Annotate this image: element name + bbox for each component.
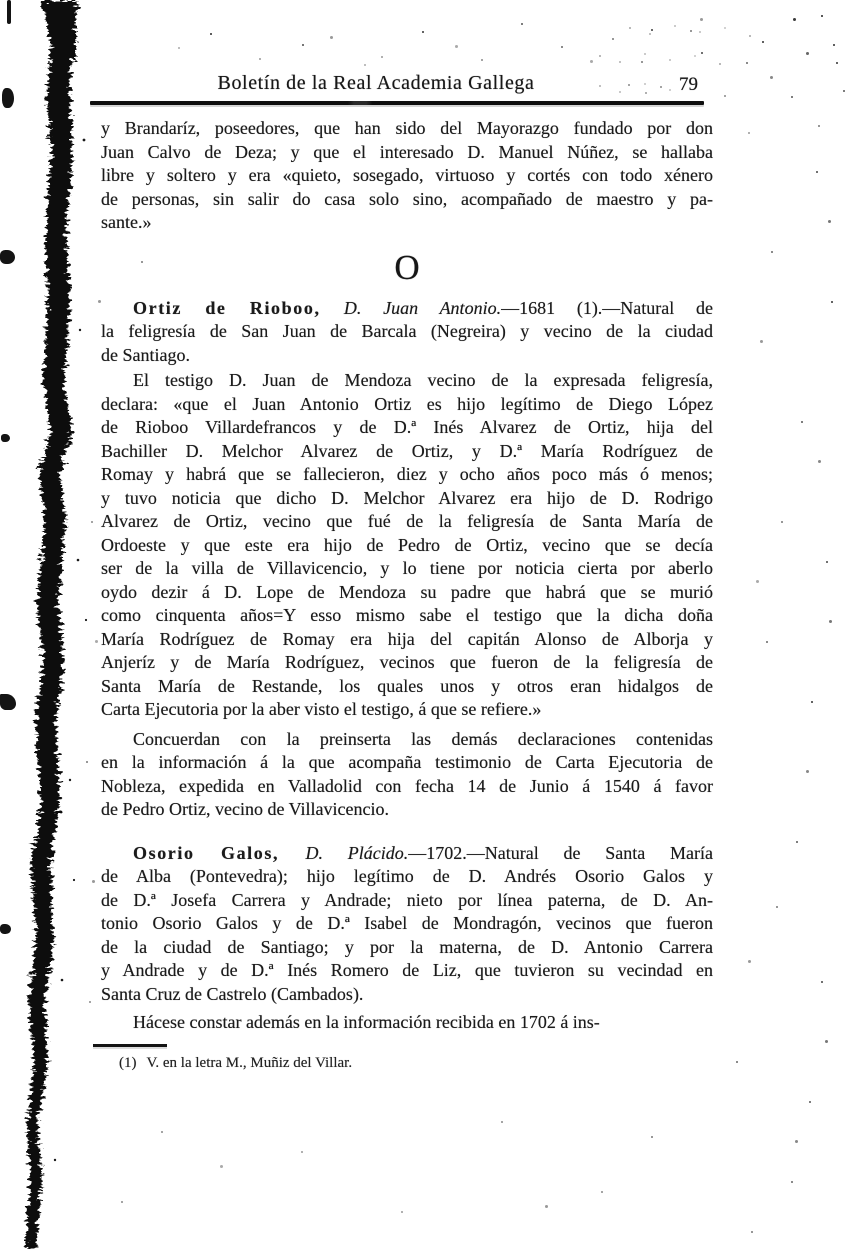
- text-segment: y Andrade y de D.ª Inés Romero de Liz, que tuvieron su vecindad en: [101, 960, 713, 980]
- text-segment: Carta Ejecutoria por la aber visto el testigo, á que se refiere.»: [101, 699, 542, 719]
- text-line: [101, 889, 713, 913]
- footnote: [101, 1054, 713, 1073]
- text-line: [101, 698, 713, 722]
- ink-mark: [0, 250, 15, 264]
- text-line: [101, 534, 713, 558]
- text-block: [101, 117, 713, 1073]
- header-rule: [90, 101, 704, 105]
- text-line: [101, 557, 713, 581]
- text-segment: en la información á la que acompaña testimonio de Carta Ejecutoria de: [101, 752, 713, 772]
- text-segment: ser de la villa de Villavicencio, y lo tiene por noticia cierta por aberlo: [101, 558, 713, 578]
- text-segment: Ordoeste y que este era hijo de Pedro de Ortiz, vecino que se decía: [101, 534, 713, 555]
- text-segment: como cinquenta años=Y esso mismo sabe el testigo que la dicha doña: [101, 605, 713, 625]
- ink-mark: [0, 924, 11, 934]
- text-line: [101, 983, 713, 1007]
- journal-title: Boletín de la Real Academia Gallega: [217, 72, 535, 94]
- text-line: [101, 463, 713, 487]
- text-segment: Bachiller D. Melchor Alvarez de Ortiz, y D.ª María Rodríguez de: [101, 440, 713, 461]
- text-line: [101, 775, 713, 799]
- text-segment: Hácese constar además en la información recibida en 1702 á ins-: [133, 1012, 600, 1032]
- text-segment: Juan Calvo de Deza; y que el interesado D. Manuel Núñez, se hallaba: [101, 141, 713, 162]
- scan-smudge: [590, 50, 740, 68]
- text-line: [101, 393, 713, 417]
- text-segment: María Rodríguez de Romay era hija del capitán Alonso de Alborja y: [101, 628, 713, 649]
- text-segment: Concuerdan con la preinserta las demás declaraciones contenidas: [133, 728, 713, 749]
- text-line: [101, 164, 713, 188]
- entry-name: Ortiz de Rioboo,: [133, 297, 344, 318]
- ink-mark: [2, 88, 14, 108]
- text-line: [101, 865, 713, 889]
- ink-mark: [7, 0, 11, 24]
- scan-noise: [0, 0, 3, 3]
- text-segment: Santa Cruz de Castrelo (Cambados).: [101, 983, 364, 1004]
- ink-mark: [0, 694, 16, 710]
- continuation-paragraph: [101, 117, 713, 235]
- text-line: [101, 320, 713, 344]
- text-segment: de Santiago.: [101, 344, 190, 365]
- text-segment: libre y soltero y era «quieto, sosegado, virtuoso y cortés con todo xénero: [101, 165, 713, 185]
- text-segment: tonio Osorio Galos y de D.ª Isabel de Mondragón, vecinos que fueron: [101, 913, 713, 933]
- text-line: [101, 487, 713, 511]
- text-line: [101, 628, 713, 652]
- text-segment: y Brandaríz, poseedores, que han sido del Mayorazgo fundado por don: [101, 118, 713, 138]
- text-segment: —1681 (1).—Natural de: [501, 297, 714, 318]
- text-segment: la feligresía de San Juan de Barcala (Negreira) y vecino de la ciudad: [101, 321, 713, 341]
- text-line: [101, 651, 713, 675]
- page-number: 79: [679, 74, 698, 95]
- text-line: [101, 141, 713, 165]
- closing-paragraph: [101, 1011, 713, 1035]
- text-line: [101, 912, 713, 936]
- footnote-text: V. en la letra M., Muñiz del Villar.: [146, 1054, 353, 1071]
- text-segment: Anjeríz y de María Rodríguez, vecinos que fueron de la feligresía de: [101, 652, 713, 672]
- text-line: [101, 798, 713, 822]
- text-line: [101, 211, 713, 235]
- text-segment: Nobleza, expedida en Valladolid con fecha 14 de Junio á 1540 á favor: [101, 775, 713, 796]
- text-line: [101, 344, 713, 368]
- text-line: [101, 936, 713, 960]
- text-segment: oydo dezir á D. Lope de Mendoza su padre que habrá que se murió: [101, 581, 713, 602]
- entry-given-name: D. Plácido.: [305, 842, 409, 863]
- entry-name: Osorio Galos,: [133, 842, 306, 863]
- entry-given-name: D. Juan Antonio.: [343, 297, 502, 318]
- text-line: [101, 117, 713, 141]
- text-line: [101, 728, 713, 752]
- entry-ortiz-de-rioboo: [101, 297, 713, 368]
- text-line: [101, 581, 713, 605]
- text-segment: Alvarez de Ortiz, vecino que fué de la feligresía de Santa María de: [101, 511, 713, 531]
- text-segment: de personas, sin salir do casa solo sino, acompañado de maestro y pa-: [101, 188, 713, 209]
- text-segment: de la ciudad de Santiago; y por la materna, de D. Antonio Carrera: [101, 936, 713, 957]
- text-line: [101, 297, 713, 321]
- running-header: [100, 72, 712, 98]
- text-segment: declara: «que el Juan Antonio Ortiz es hijo legítimo de Diego López: [101, 393, 713, 414]
- text-line: [101, 675, 713, 699]
- paragraph-container: [101, 117, 713, 1035]
- text-segment: —1702.—Natural de Santa María: [408, 842, 713, 863]
- text-line: [101, 842, 713, 866]
- text-segment: y tuvo noticia que dicho D. Melchor Alvarez era hijo de D. Rodrigo: [101, 487, 713, 508]
- text-segment: de Rioboo Villardefrancos y de D.ª Inés Alvarez de Ortiz, hija del: [101, 417, 713, 437]
- scan-smudge: [620, 22, 770, 42]
- concordance-paragraph: [101, 728, 713, 822]
- text-line: [101, 751, 713, 775]
- text-segment: El testigo D. Juan de Mendoza vecino de la expresada feligresía,: [133, 370, 713, 390]
- text-line: [101, 510, 713, 534]
- footnote-marker: (1): [119, 1054, 137, 1071]
- text-segment: de D.ª Josefa Carrera y Andrade; nieto por línea paterna, de D. An-: [101, 889, 713, 910]
- text-segment: de Alba (Pontevedra); hijo legítimo de D. Andrés Osorio Galos y: [101, 866, 713, 886]
- ink-mark: [1, 434, 10, 442]
- entry-osorio-galos: [101, 842, 713, 1007]
- text-line: [101, 188, 713, 212]
- text-line: [101, 369, 713, 393]
- testimony-paragraph: [101, 369, 713, 722]
- text-line: [101, 440, 713, 464]
- text-line: [101, 604, 713, 628]
- text-line: [101, 416, 713, 440]
- text-line: [101, 959, 713, 983]
- text-segment: sante.»: [101, 212, 152, 232]
- book-gutter-shadow: [0, 0, 100, 1249]
- text-segment: de Pedro Ortiz, vecino de Villavicencio.: [101, 799, 389, 819]
- footnote-rule: [93, 1044, 167, 1047]
- text-segment: Romay y habrá que se fallecieron, diez y ocho años poco más ó menos;: [101, 464, 713, 484]
- text-segment: Santa María de Restande, los quales unos y otros eran hidalgos de: [101, 675, 713, 696]
- text-line: [101, 1011, 713, 1035]
- section-letter-O: O: [394, 247, 420, 287]
